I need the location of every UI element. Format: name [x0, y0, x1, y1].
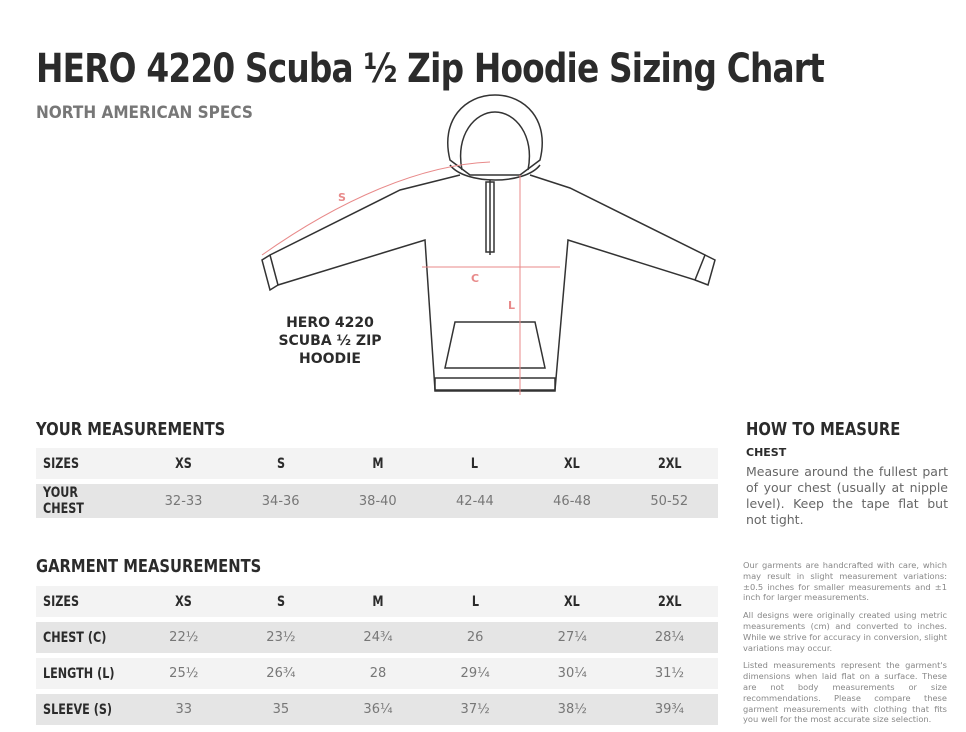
table-row [36, 622, 718, 653]
table-cell: 50-52 [650, 493, 689, 509]
table-row [36, 484, 718, 518]
cell-text: S [276, 593, 285, 610]
chest-subheading: CHEST [746, 446, 787, 459]
table-cell [329, 586, 426, 617]
length-marker: L [508, 299, 516, 312]
cell-text: SIZES [43, 593, 80, 610]
table-cell: 26¾ [266, 666, 296, 681]
table-cell: 39¾ [654, 702, 684, 717]
table-cell [36, 622, 135, 653]
note: Our garments are handcrafted with care, which may result in slight measurement variations: ±0.5 inches for smaller measurements and ±1 inch for larger measurements. [743, 560, 947, 603]
cell-text: SIZES [43, 455, 80, 472]
table-row [36, 694, 718, 725]
table-cell: 23½ [266, 630, 296, 645]
cell-text: S [276, 455, 285, 472]
page-title: HERO 4220 Scuba ½ Zip Hoodie Sizing Chart [36, 46, 825, 92]
table-cell: 30¼ [557, 666, 587, 681]
table-cell: 28 [369, 666, 387, 681]
table-cell: 38-40 [358, 493, 397, 509]
chest-instructions: Measure around the fullest part of your chest (usually at nipple level). Keep the tape flat but not tight. [746, 464, 948, 527]
your-measurements-heading: YOUR MEASUREMENTS [36, 419, 226, 440]
note: Listed measurements represent the garment's dimensions when laid flat on a surface. These are not body measurements or size recommendations. Please compare these garment measurements with clothing that fits you well for the most accurate size selection. [743, 660, 947, 725]
cell-text: SLEEVE (S) [43, 701, 113, 718]
table-row [36, 658, 718, 689]
table-cell [135, 586, 232, 617]
table-cell: 22½ [169, 630, 199, 645]
product-label-line2: SCUBA ½ ZIP HOODIE [278, 333, 382, 367]
header-cell [426, 448, 523, 479]
table-cell: 38½ [557, 702, 587, 717]
cell-text: XS [175, 593, 193, 610]
table-cell: 46-48 [553, 493, 591, 509]
table-cell [427, 586, 524, 617]
table-cell [524, 586, 621, 617]
table-cell [36, 694, 135, 725]
cell-text: M [372, 593, 384, 610]
table-cell [621, 586, 718, 617]
cell-text: YOUR CHEST [43, 485, 84, 517]
product-label-line1: HERO 4220 [286, 315, 374, 331]
cell-text: 2XL [657, 455, 682, 472]
table-cell: 25½ [169, 666, 199, 681]
table-cell: 32-33 [164, 493, 203, 509]
table-cell [36, 658, 135, 689]
table-cell: 28¼ [654, 630, 684, 645]
table-cell [36, 586, 135, 617]
table-header-row [36, 448, 718, 479]
cell-text: XL [564, 455, 580, 472]
notes [743, 560, 947, 732]
header-cell [523, 448, 620, 479]
how-to-measure-heading: HOW TO MEASURE [746, 419, 901, 440]
header-cell [232, 448, 329, 479]
table-cell: 26 [466, 630, 484, 645]
chest-marker: C [471, 272, 480, 285]
cell-text: M [372, 455, 384, 472]
header-cell [329, 448, 426, 479]
cell-text: L [471, 593, 479, 610]
table-cell [232, 586, 329, 617]
header-cell [135, 448, 232, 479]
table-cell: 27¼ [557, 630, 587, 645]
table-cell: 42-44 [456, 493, 494, 509]
table-cell: 31½ [654, 666, 684, 681]
table-cell: 36¼ [363, 702, 393, 717]
table-cell: 35 [272, 702, 290, 717]
product-label [255, 314, 405, 368]
header-cell [621, 448, 718, 479]
cell-text: L [471, 455, 479, 472]
sleeve-marker: S [338, 191, 346, 204]
table-header-row [36, 586, 718, 617]
cell-text: 2XL [657, 593, 682, 610]
your-measurements-table [36, 443, 718, 523]
table-cell [36, 484, 135, 518]
cell-text: CHEST (C) [43, 629, 107, 646]
cell-text: LENGTH (L) [43, 665, 115, 682]
table-cell: 24¾ [363, 630, 393, 645]
table-cell: 33 [175, 702, 193, 717]
garment-measurements-heading: GARMENT MEASUREMENTS [36, 556, 262, 577]
table-cell: 29¼ [460, 666, 490, 681]
note: All designs were originally created using metric measurements (cm) and converted to inches. While we strive for accuracy in conversion, slight variations may occur. [743, 610, 947, 653]
garment-measurements-table [36, 581, 718, 730]
table-cell: 34-36 [261, 493, 300, 509]
header-cell [36, 448, 135, 479]
page-subtitle: NORTH AMERICAN SPECS [36, 103, 253, 123]
cell-text: XL [564, 593, 581, 610]
table-cell: 37½ [460, 702, 490, 717]
cell-text: XS [175, 455, 192, 472]
